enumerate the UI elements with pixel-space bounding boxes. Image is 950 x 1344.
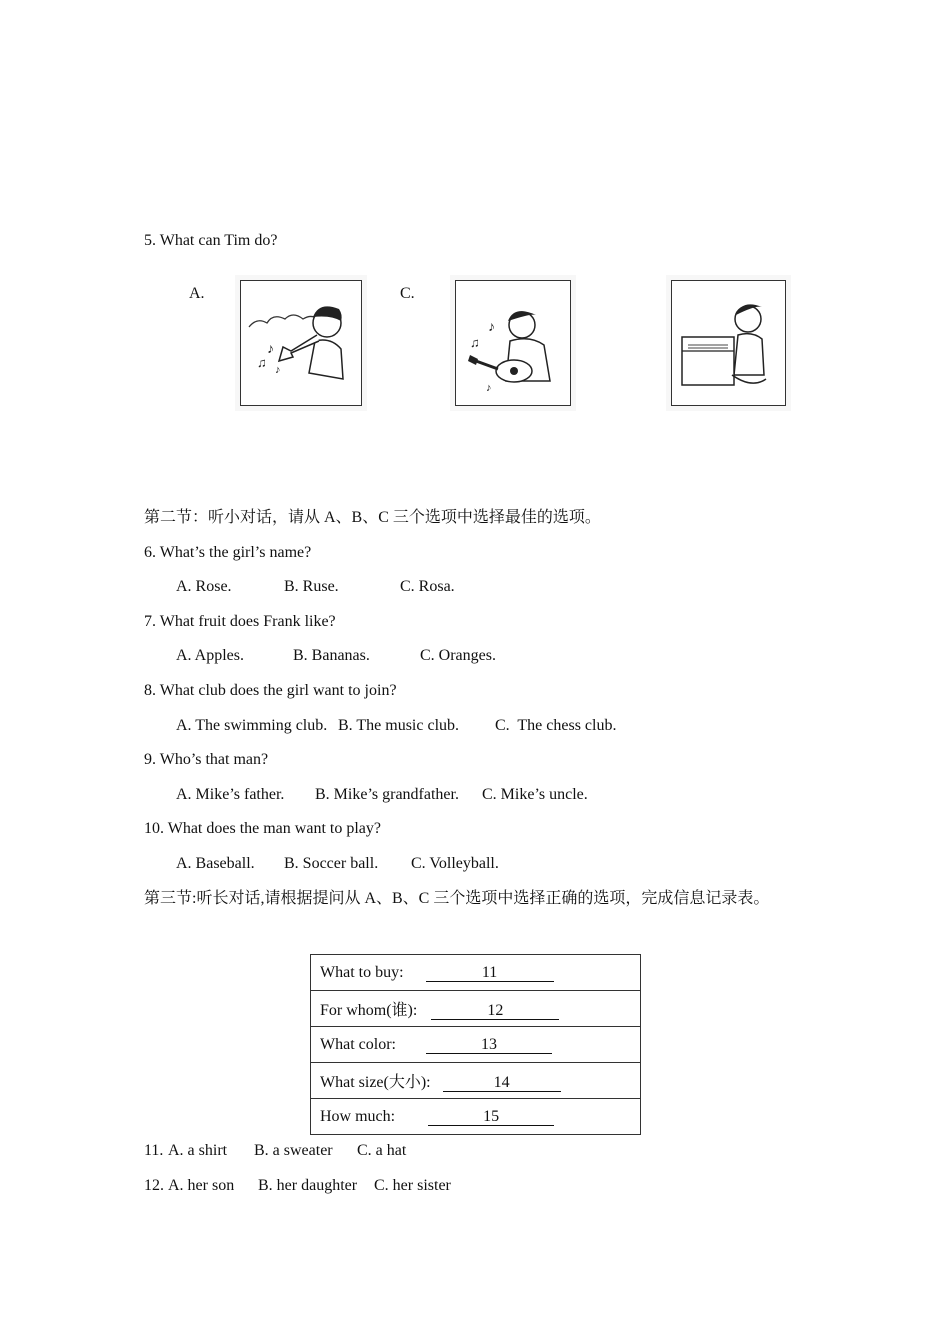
question-8: 8. What club does the girl want to join? <box>144 682 397 699</box>
option-a-label: A. <box>189 285 205 302</box>
q11-option-b: B. a sweater <box>254 1142 333 1159</box>
answer-blank-11[interactable]: 11 <box>426 965 554 982</box>
question-9: 9. Who’s that man? <box>144 751 269 768</box>
svg-text:♪: ♪ <box>275 364 281 376</box>
q8-option-a: A. The swimming club. <box>176 717 328 734</box>
q10-option-b: B. Soccer ball. <box>284 855 379 872</box>
q11-option-a: A. a shirt <box>168 1142 228 1159</box>
q10-option-c: C. Volleyball. <box>411 855 499 872</box>
q8-option-b: B. The music club. <box>338 717 460 734</box>
svg-text:♫: ♫ <box>470 335 480 350</box>
svg-text:♪: ♪ <box>488 320 495 335</box>
answer-blank-14[interactable]: 14 <box>443 1075 561 1092</box>
q6-option-c: C. Rosa. <box>400 578 455 595</box>
table-row <box>311 1099 641 1135</box>
svg-text:♪: ♪ <box>267 342 274 357</box>
piano-player-icon <box>666 275 791 411</box>
q12-option-a: A. her son <box>168 1177 235 1194</box>
q8-option-c: C. The chess club. <box>495 717 617 734</box>
question-11-number: 11. <box>144 1142 164 1159</box>
q10-option-a: A. Baseball. <box>176 855 255 872</box>
q9-option-c: C. Mike’s uncle. <box>482 786 588 803</box>
row-label: For whom(谁): <box>320 1002 418 1019</box>
row-label: How much: <box>320 1107 396 1125</box>
row-label: What to buy: <box>320 963 404 981</box>
q7-option-a: A. Apples. <box>176 647 244 664</box>
q6-option-b: B. Ruse. <box>284 578 339 595</box>
row-label: What color: <box>320 1035 396 1053</box>
q6-option-a: A. Rose. <box>176 578 232 595</box>
table-row <box>311 1027 641 1063</box>
svg-text:♪: ♪ <box>486 382 492 394</box>
q7-option-c: C. Oranges. <box>420 647 496 664</box>
piano-picture <box>666 275 791 411</box>
table-row <box>311 955 641 991</box>
q12-option-b: B. her daughter <box>258 1177 358 1194</box>
table-row <box>311 1063 641 1099</box>
section-3-heading: 第三节:听长对话,请根据提问从 A、B、C 三个选项中选择正确的选项，完成信息记录表。 <box>144 890 770 907</box>
question-12-number: 12. <box>144 1177 164 1194</box>
q11-option-c: C. a hat <box>357 1142 407 1159</box>
q7-option-b: B. Bananas. <box>293 647 370 664</box>
svg-text:♫: ♫ <box>257 355 267 370</box>
trumpet-picture <box>235 275 367 411</box>
trumpet-player-icon <box>235 275 367 411</box>
answer-blank-13[interactable]: 13 <box>426 1037 552 1054</box>
q12-option-c: C. her sister <box>374 1177 451 1194</box>
answer-blank-12[interactable]: 12 <box>431 1003 559 1020</box>
row-label: What size(大小): <box>320 1074 431 1091</box>
question-6: 6. What’s the girl’s name? <box>144 544 312 561</box>
option-c-label: C. <box>400 285 415 302</box>
q9-option-b: B. Mike’s grandfather. <box>315 786 459 803</box>
question-10: 10. What does the man want to play? <box>144 820 381 837</box>
q9-option-a: A. Mike’s father. <box>176 786 285 803</box>
question-7: 7. What fruit does Frank like? <box>144 613 336 630</box>
section-2-heading: 第二节：听小对话，请从 A、B、C 三个选项中选择最佳的选项。 <box>144 509 601 526</box>
table-row <box>311 991 641 1027</box>
guitar-picture <box>450 275 576 411</box>
question-5: 5. What can Tim do? <box>144 232 278 249</box>
guitar-player-icon <box>450 275 576 411</box>
answer-blank-15[interactable]: 15 <box>428 1109 554 1126</box>
information-record-table <box>310 954 641 1135</box>
